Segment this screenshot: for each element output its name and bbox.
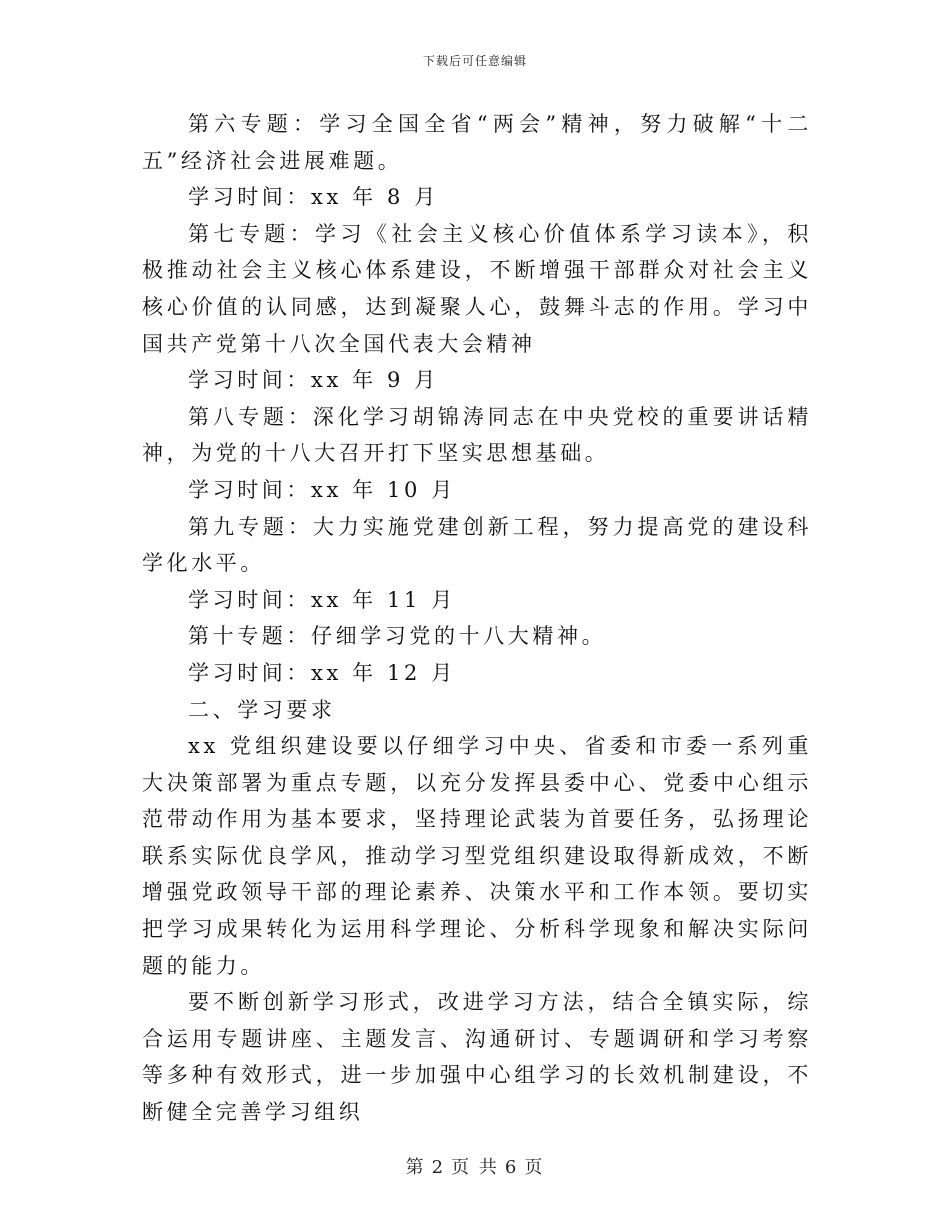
paragraph-topic-9: 第九专题：大力实施党建创新工程，努力提高党的建设科学化水平。 bbox=[142, 514, 812, 576]
footer-total-pages: 6 bbox=[504, 1157, 519, 1178]
section-heading-requirements: 二、学习要求 bbox=[188, 697, 336, 722]
paragraph-time-dec: 学习时间：xx 年 12 月 bbox=[188, 660, 456, 685]
page-header: 下载后可任意编辑 bbox=[422, 54, 527, 68]
page-footer bbox=[0, 1153, 950, 1179]
footer-suffix: 页 bbox=[524, 1157, 545, 1178]
footer-middle: 页 共 bbox=[451, 1157, 499, 1178]
paragraph-topic-6: 第六专题：学习全国全省“两会”精神，努力破解“十二五”经济社会进展难题。 bbox=[142, 112, 812, 173]
paragraph-topic-8: 第八专题：深化学习胡锦涛同志在中央党校的重要讲话精神，为党的十八大召开打下坚实思想基础。 bbox=[142, 404, 812, 466]
paragraph-time-nov: 学习时间：xx 年 11 月 bbox=[188, 587, 456, 612]
document-body bbox=[142, 106, 812, 1131]
paragraph-time-sep: 学习时间：xx 年 9 月 bbox=[188, 368, 439, 393]
paragraph-time-aug: 学习时间：xx 年 8 月 bbox=[188, 185, 439, 210]
paragraph-requirements-2: 要不断创新学习形式，改进学习方法，结合全镇实际，综合运用专题讲座、主题发言、沟通研讨、专题调研和学习考察等多种有效形式，进一步加强中心组学习的长效机制建设，不断健全完善学习组织 bbox=[142, 990, 812, 1125]
footer-page-number: 2 bbox=[431, 1157, 446, 1178]
paragraph-topic-10: 第十专题：仔细学习党的十八大精神。 bbox=[188, 624, 607, 649]
footer-prefix: 第 bbox=[405, 1157, 426, 1178]
paragraph-time-oct: 学习时间：xx 年 10 月 bbox=[188, 477, 456, 502]
paragraph-requirements-1: xx 党组织建设要以仔细学习中央、省委和市委一系列重大决策部署为重点专题，以充分发挥县委中心、党委中心组示范带动作用为基本要求，坚持理论武装为首要任务，弘扬理论联系实际优良学风，推动学习型党组织建设取得新成效，不断增强党政领导干部的理论素养、决策水平和工作本领。要切实把学习成果转化为运用科学理论、分析科学现象和解决实际问题的能力。 bbox=[142, 734, 812, 978]
paragraph-topic-7: 第七专题：学习《社会主义核心价值体系学习读本》，积极推动社会主义核心体系建设，不断增强干部群众对社会主义核心价值的认同感，达到凝聚人心，鼓舞斗志的作用。学习中国共产党第十八次全国代表大会精神 bbox=[142, 221, 812, 356]
